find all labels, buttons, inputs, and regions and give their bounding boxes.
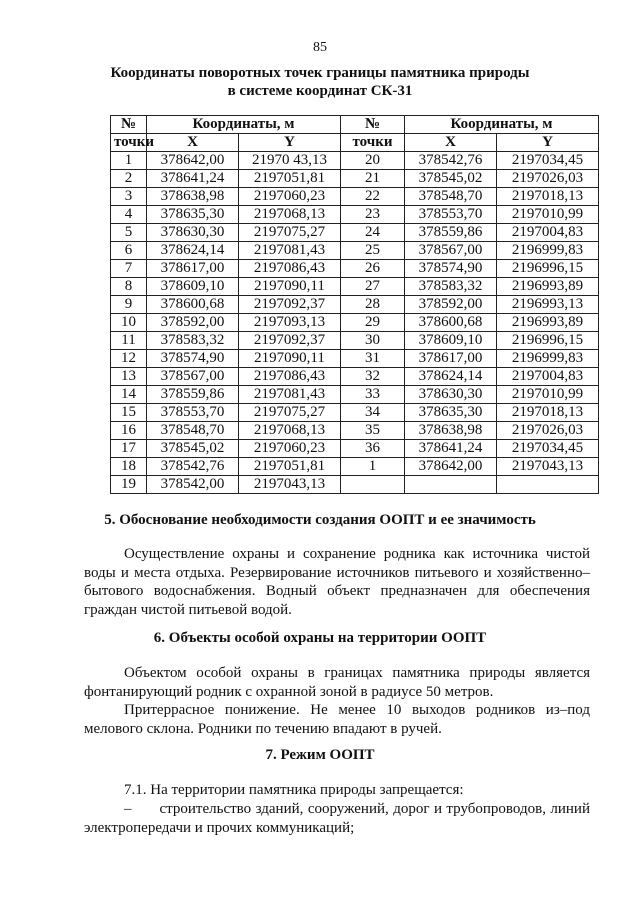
y-coordinate-cell: 2197092,37 [239,296,341,314]
col-header-point-left: точки [111,134,147,152]
y-coordinate-cell: 2196996,15 [497,332,599,350]
point-number-cell: 1 [341,458,405,476]
section-7-item-2-text: строительство зданий, сооружений, дорог и трубопроводов, линий электропередачи и прочих коммуникаций; [84,801,590,836]
point-number-cell: 30 [341,332,405,350]
y-coordinate-cell: 2197060,23 [239,440,341,458]
y-coordinate-cell: 2197026,03 [497,170,599,188]
point-number-cell: 6 [111,242,147,260]
x-coordinate-cell: 378545,02 [405,170,497,188]
point-number-cell: 25 [341,242,405,260]
x-coordinate-cell [405,476,497,494]
point-number-cell: 12 [111,350,147,368]
point-number-cell [341,476,405,494]
point-number-cell: 33 [341,386,405,404]
y-coordinate-cell: 2197060,23 [239,188,341,206]
y-coordinate-cell: 2197026,03 [497,422,599,440]
table-row [111,260,599,278]
point-number-cell: 8 [111,278,147,296]
point-number-cell: 5 [111,224,147,242]
point-number-cell: 26 [341,260,405,278]
col-header-coords-left: Координаты, м [147,116,341,134]
x-coordinate-cell: 378542,00 [147,476,239,494]
table-row [111,296,599,314]
y-coordinate-cell: 2197018,13 [497,188,599,206]
point-number-cell: 3 [111,188,147,206]
table-title-line-2: в системе координат СК-31 [227,83,413,99]
page-number: 85 [313,40,327,55]
x-coordinate-cell: 378638,98 [405,422,497,440]
table-row [111,278,599,296]
x-coordinate-cell: 378592,00 [147,314,239,332]
y-coordinate-cell: 2197081,43 [239,386,341,404]
x-coordinate-cell: 378600,68 [405,314,497,332]
table-row [111,170,599,188]
point-number-cell: 27 [341,278,405,296]
x-coordinate-cell: 378635,30 [147,206,239,224]
col-header-x-right: X [405,134,497,152]
point-number-cell: 4 [111,206,147,224]
table-row [111,350,599,368]
point-number-cell: 1 [111,152,147,170]
x-coordinate-cell: 378559,86 [147,386,239,404]
section-5-heading: 5. Обоснование необходимости создания ООПТ и ее значимость [104,512,536,528]
x-coordinate-cell: 378553,70 [147,404,239,422]
y-coordinate-cell: 2197034,45 [497,152,599,170]
x-coordinate-cell: 378592,00 [405,296,497,314]
x-coordinate-cell: 378545,02 [147,440,239,458]
x-coordinate-cell: 378641,24 [405,440,497,458]
table-row [111,386,599,404]
table-row [111,404,599,422]
table-row [111,152,599,170]
table-row [111,188,599,206]
section-7-heading: 7. Режим ООПТ [265,747,375,763]
table-row [111,332,599,350]
y-coordinate-cell: 2197010,99 [497,386,599,404]
section-6-text-2: Притеррасное понижение. Не менее 10 выходов родников из–под мелового склона. Родники по течению впадают в ручей. [84,702,590,737]
table-row [111,314,599,332]
x-coordinate-cell: 378583,32 [147,332,239,350]
section-5-text: Осуществление охраны и сохранение родника как источника чистой воды и места отдыха. Резервирование источников питьевого и хозяйственно–бытового водоснабжения. Водный объект предназначен для обеспечения граждан чистой питьевой водой. [84,546,590,618]
x-coordinate-cell: 378542,76 [405,152,497,170]
col-header-y-right: Y [497,134,599,152]
table-row [111,458,599,476]
y-coordinate-cell: 2197075,27 [239,404,341,422]
x-coordinate-cell: 378574,90 [405,260,497,278]
point-number-cell: 29 [341,314,405,332]
point-number-cell: 10 [111,314,147,332]
y-coordinate-cell: 2196996,15 [497,260,599,278]
y-coordinate-cell: 2197043,13 [239,476,341,494]
x-coordinate-cell: 378617,00 [405,350,497,368]
table-row [111,476,599,494]
point-number-cell: 31 [341,350,405,368]
y-coordinate-cell: 2197068,13 [239,206,341,224]
table-row [111,206,599,224]
table-row [111,242,599,260]
point-number-cell: 18 [111,458,147,476]
section-7-item-1: 7.1. На территории памятника природы запрещается: [124,782,464,798]
col-header-y-left: Y [239,134,341,152]
y-coordinate-cell: 2197004,83 [497,224,599,242]
x-coordinate-cell: 378574,90 [147,350,239,368]
point-number-cell: 32 [341,368,405,386]
y-coordinate-cell: 2196993,13 [497,296,599,314]
y-coordinate-cell: 2197018,13 [497,404,599,422]
table-title-line-1: Координаты поворотных точек границы памятника природы [110,65,530,81]
x-coordinate-cell: 378638,98 [147,188,239,206]
x-coordinate-cell: 378609,10 [405,332,497,350]
y-coordinate-cell: 2197086,43 [239,260,341,278]
point-number-cell: 15 [111,404,147,422]
point-number-cell: 14 [111,386,147,404]
x-coordinate-cell: 378630,30 [405,386,497,404]
point-number-cell: 17 [111,440,147,458]
y-coordinate-cell: 2197051,81 [239,458,341,476]
y-coordinate-cell: 2197086,43 [239,368,341,386]
point-number-cell: 21 [341,170,405,188]
x-coordinate-cell: 378635,30 [405,404,497,422]
point-number-cell: 23 [341,206,405,224]
y-coordinate-cell: 2197068,13 [239,422,341,440]
point-number-cell: 36 [341,440,405,458]
point-number-cell: 28 [341,296,405,314]
y-coordinate-cell [497,476,599,494]
col-header-no-right: № [341,116,405,134]
table-row [111,440,599,458]
table-title [0,64,640,100]
section-7-item-2 [84,800,590,837]
point-number-cell: 24 [341,224,405,242]
point-number-cell: 13 [111,368,147,386]
y-coordinate-cell: 2197004,83 [497,368,599,386]
y-coordinate-cell: 2197010,99 [497,206,599,224]
y-coordinate-cell: 2197092,37 [239,332,341,350]
table-row [111,368,599,386]
y-coordinate-cell: 2196993,89 [497,278,599,296]
x-coordinate-cell: 378583,32 [405,278,497,296]
coordinates-table [110,115,599,494]
x-coordinate-cell: 378642,00 [405,458,497,476]
x-coordinate-cell: 378559,86 [405,224,497,242]
col-header-no-left: № [111,116,147,134]
x-coordinate-cell: 378548,70 [147,422,239,440]
point-number-cell: 7 [111,260,147,278]
y-coordinate-cell: 2197051,81 [239,170,341,188]
point-number-cell: 20 [341,152,405,170]
y-coordinate-cell: 2197090,11 [239,278,341,296]
x-coordinate-cell: 378617,00 [147,260,239,278]
point-number-cell: 11 [111,332,147,350]
dash-marker: – [124,801,132,817]
x-coordinate-cell: 378624,14 [147,242,239,260]
point-number-cell: 35 [341,422,405,440]
x-coordinate-cell: 378567,00 [405,242,497,260]
section-6-text-1: Объектом особой охраны в границах памятника природы является фонтанирующий родник с охранной зоной в радиусе 50 метров. [84,665,590,700]
y-coordinate-cell: 2197081,43 [239,242,341,260]
table-row [111,224,599,242]
y-coordinate-cell: 2197093,13 [239,314,341,332]
x-coordinate-cell: 378542,76 [147,458,239,476]
x-coordinate-cell: 378609,10 [147,278,239,296]
point-number-cell: 34 [341,404,405,422]
y-coordinate-cell: 2197090,11 [239,350,341,368]
point-number-cell: 2 [111,170,147,188]
y-coordinate-cell: 2197075,27 [239,224,341,242]
y-coordinate-cell: 2196999,83 [497,350,599,368]
table-row [111,422,599,440]
y-coordinate-cell: 2197034,45 [497,440,599,458]
col-header-x-left: X [147,134,239,152]
point-number-cell: 16 [111,422,147,440]
x-coordinate-cell: 378630,30 [147,224,239,242]
section-6-heading: 6. Объекты особой охраны на территории ООПТ [153,630,487,646]
col-header-coords-right: Координаты, м [405,116,599,134]
x-coordinate-cell: 378548,70 [405,188,497,206]
x-coordinate-cell: 378641,24 [147,170,239,188]
y-coordinate-cell: 2196993,89 [497,314,599,332]
x-coordinate-cell: 378624,14 [405,368,497,386]
y-coordinate-cell: 21970 43,13 [239,152,341,170]
x-coordinate-cell: 378600,68 [147,296,239,314]
x-coordinate-cell: 378642,00 [147,152,239,170]
point-number-cell: 9 [111,296,147,314]
y-coordinate-cell: 2197043,13 [497,458,599,476]
x-coordinate-cell: 378567,00 [147,368,239,386]
x-coordinate-cell: 378553,70 [405,206,497,224]
y-coordinate-cell: 2196999,83 [497,242,599,260]
point-number-cell: 22 [341,188,405,206]
col-header-point-right: точки [341,134,405,152]
point-number-cell: 19 [111,476,147,494]
